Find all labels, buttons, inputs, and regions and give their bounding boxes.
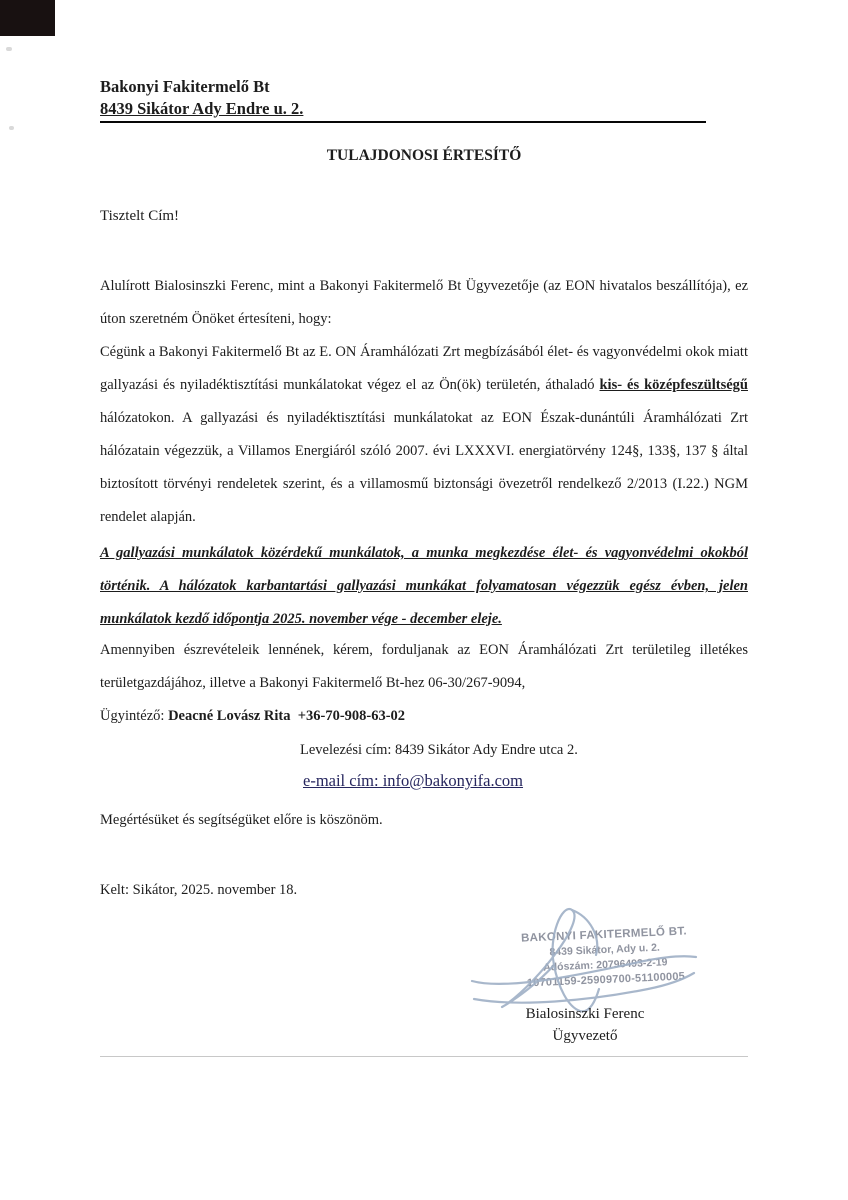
stamp-company: BAKONYI FAKITERMELŐ BT.: [520, 925, 688, 945]
document-title: TULAJDONOSI ÉRTESÍTŐ: [326, 147, 522, 164]
clerk-name-phone: Deacné Lovász Rita +36-70-908-63-02: [168, 708, 406, 724]
paragraph-body: [100, 336, 748, 534]
paragraph-emphasis: A gallyazási munkálatok közérdekű munkálatok, a munka megkezdése élet- és vagyonvédelmi okokból történik. A hálózatok karbantartási gallyazási munkákat folyamatosan végezzük egész évben, jelen munkálatok kezdő időpontja 2025. november vége - december eleje.: [100, 545, 748, 627]
body-text-highlight: kis- és középfeszültségű: [599, 377, 748, 393]
date-line: Kelt: Sikátor, 2025. november 18.: [100, 882, 298, 898]
body-text-before: Cégünk a Bakonyi Fakitermelő Bt az E. ON Áramhálózati Zrt megbízásából élet- és vagyonvédelmi okok miatt gallyazási és nyiladéktisztítási munkálatokat végez el az Ön(ök) területén, áthaladó: [100, 344, 748, 393]
signatory-block: [485, 1003, 685, 1047]
body-text-after: hálózatokon. A gallyazási és nyiladéktisztítási munkálatokat az EON Észak-dunántúli Áramhálózati Zrt hálózatain végezzük, a Villamos Energiáról szóló 2007. évi LXXXVI. energiatörvény 124§, 133§, 137 § által biztosított törvényi rendeletek szerint, és a villamosmű biztonsági övezetről rendelkező 2/2013 (I.22.) NGM rendelet alapján.: [100, 410, 748, 525]
paragraph-contact: Amennyiben észrevételeik lennének, kérem, forduljanak az EON Áramhálózati Zrt területileg illetékes területgazdájához, illetve a Bakonyi Fakitermelő Bt-hez 06-30/267-9094,: [100, 642, 748, 691]
letterhead-address: 8439 Sikátor Ady Endre u. 2.: [100, 99, 304, 118]
scan-speck: [9, 126, 14, 130]
stamp-tax-number: Adószám: 20796493-2-19: [542, 956, 668, 974]
letterhead-company: Bakonyi Fakitermelő Bt: [100, 77, 270, 96]
stamp-address: 8439 Sikátor, Ady u. 2.: [549, 941, 661, 959]
mailing-address-line: Levelezési cím: 8439 Sikátor Ady Endre utca 2.: [300, 742, 578, 758]
clerk-label: Ügyintéző:: [100, 708, 169, 724]
thanks-line: Megértésüket és segítségüket előre is köszönöm.: [100, 812, 383, 828]
signatory-role: Ügyvezető: [552, 1028, 618, 1044]
scan-corner-mark: [0, 0, 55, 36]
paragraph-intro: Alulírott Bialosinszki Ferenc, mint a Bakonyi Fakitermelő Bt Ügyvezetője (az EON hivatalos beszállítója), ez úton szeretném Önöket értesíteni, hogy:: [100, 278, 748, 327]
email-link[interactable]: e-mail cím: info@bakonyifa.com: [303, 771, 524, 790]
letterhead: [100, 76, 706, 123]
clerk-line: [100, 700, 748, 733]
footer-divider: [100, 1056, 748, 1057]
signatory-name: Bialosinszki Ferenc: [525, 1006, 645, 1022]
stamp-account-number: 10701159-25909700-51100005: [526, 970, 686, 990]
scan-speck: [6, 47, 12, 51]
salutation: Tisztelt Cím!: [100, 208, 180, 224]
